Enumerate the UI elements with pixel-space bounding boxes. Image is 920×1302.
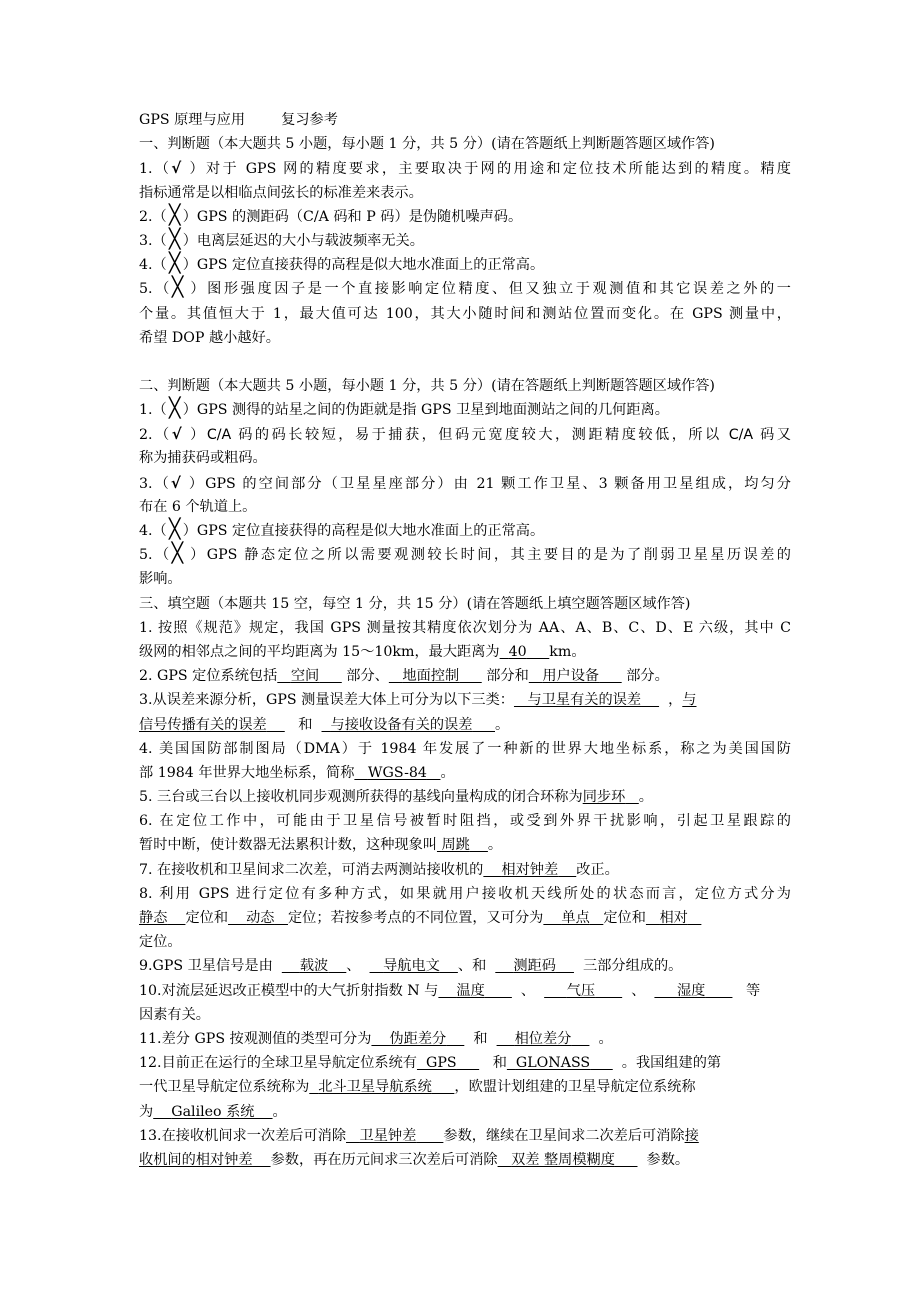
- answer-blank: 伪距差分: [389, 1030, 447, 1047]
- answer-blank: 单点: [561, 910, 590, 926]
- s3-q3-line1: 3.从误差来源分析，GPS 测量误差大体上可分为以下三类： 与卫星有关的误差 ，与: [139, 692, 697, 709]
- s3-q6-line2: 暂时中断，使计数器无法累积计数，这种现象叫 周跳 。: [139, 837, 503, 854]
- cross-icon: ╳: [169, 203, 181, 226]
- doc-title: GPS 原理与应用: [139, 112, 246, 128]
- s2-q4: 4.（ ╳ ）GPS 定位直接获得的高程是似大地水准面上的正常高。: [139, 518, 545, 540]
- s3-q10-line2: 因素有关。: [139, 1006, 210, 1023]
- s2-q3-line2: 布在 6 个轨道上。: [139, 498, 257, 515]
- s3-q11: 11.差分 GPS 按观测值的类型可分为 伪距差分 和 相位差分 。: [139, 1030, 613, 1047]
- s3-q2: 2. GPS 定位系统包括 空间 部分、 地面控制 部分和 用户设备 部分。: [139, 668, 669, 685]
- document-page: [139, 108, 791, 1172]
- s3-q4-line1: 4. 美国国防部制图局（DMA）于 1984 年发展了一种新的世界大地坐标系，称之为美国国防: [139, 740, 791, 757]
- cross-icon: ╳: [171, 276, 184, 299]
- s2-q5-line2: 影响。: [139, 571, 182, 588]
- answer-blank: 相位差分: [514, 1030, 572, 1047]
- s3-q8-line1: 8. 利用 GPS 进行定位有多种方式，如果就用户接收机天线所处的状态而言，定位方式分为: [139, 885, 791, 902]
- check-icon: √: [170, 473, 181, 492]
- s3-q8-line2: 静态 定位和 动态 定位；若按参考点的不同位置，又可分为 单点 定位和 相对: [139, 906, 791, 930]
- answer-blank: 湿度: [676, 982, 706, 999]
- answer-blank: 与: [682, 692, 697, 709]
- s2-q3-line1: 3.（√ ）GPS 的空间部分（卫星星座部分）由 21 颗工作卫星、3 颗备用卫星组成，均匀分: [139, 471, 791, 495]
- answer-blank: 接: [684, 1127, 699, 1144]
- answer-blank: 地面控制: [402, 668, 460, 685]
- answer-blank: 卫星钟差: [359, 1127, 417, 1144]
- answer-blank: 与接收设备有关的误差: [330, 716, 473, 733]
- check-icon: √: [171, 159, 182, 178]
- answer-blank: 载波: [299, 958, 329, 975]
- s1-q5-line3: 希望 DOP 越小越好。: [139, 329, 280, 346]
- s2-q1: 1.（ ╳ ）GPS 测得的站星之间的伪距就是指 GPS 卫星到地面测站之间的几何距离。: [139, 397, 669, 420]
- cross-icon: ╳: [171, 542, 184, 565]
- s3-q12-line1: 12.目前正在运行的全球卫星导航定位系统有 GPS 和 GLONASS 。我国组建的第: [139, 1055, 722, 1072]
- answer-blank: 动态: [246, 910, 275, 926]
- answer-blank: 空间: [290, 668, 320, 685]
- cross-icon: ╳: [169, 518, 181, 540]
- s3-q3-line2: 信号传播有关的误差 和 与接收设备有关的误差 。: [139, 716, 510, 733]
- answer-blank: 相对钟差: [501, 861, 559, 878]
- s3-q9: 9.GPS 卫星信号是由 载波 、 导航电文 、和 测距码 三部分组成的。: [139, 958, 683, 975]
- s3-q6-line1: 6. 在定位工作中，可能由于卫星信号被暂时阻挡，或受到外界干扰影响，引起卫星跟踪的: [139, 813, 791, 830]
- answer-blank: 测距码: [513, 958, 556, 975]
- s3-q12-line3: 为 Galileo 系统 。: [139, 1103, 287, 1120]
- s3-q13-line2: 收机间的相对钟差 参数，再在历元间求三次差后可消除 双差 整周模糊度 参数。: [139, 1151, 690, 1168]
- answer-blank: 静态: [139, 910, 168, 926]
- answer-blank: 与卫星有关的误差: [527, 692, 642, 709]
- check-icon: √: [171, 425, 182, 444]
- cross-icon: ╳: [169, 252, 181, 275]
- answer-blank: 相对: [659, 910, 688, 926]
- answer-blank: 同步环: [582, 789, 626, 806]
- section3-heading: 三、填空题（本题共 15 空，每空 1 分，共 15 分）(请在答题纸上填空题答题区域作答): [139, 595, 691, 612]
- answer-blank: 信号传播有关的误差: [139, 716, 267, 733]
- s3-q10-line1: 10.对流层延迟改正模型中的大气折射指数 N 与 温度 、 气压 、 湿度 等: [139, 982, 761, 999]
- s1-q3: 3.（ ╳ ）电离层延迟的大小与载波频率无关。: [139, 227, 424, 250]
- answer-blank: 40: [508, 643, 527, 660]
- s2-q2-line1: 2.（√ ）C/A 码的码长较短，易于捕获，但码元宽度较大，测距精度较低，所以 C/A 码又: [139, 422, 791, 446]
- s3-q5: 5. 三台或三台以上接收机同步观测所获得的基线向量构成的闭合环称为同步环 。: [139, 789, 653, 806]
- cross-icon: ╳: [169, 227, 181, 250]
- answer-blank: 温度: [456, 982, 485, 999]
- section2-heading: 二、判断题（本大题共 5 小题，每小题 1 分，共 5 分）(请在答题纸上判断题答题区域作答): [139, 377, 715, 394]
- s3-q8-line3: 定位。: [139, 934, 182, 951]
- doc-subtitle: 复习参考: [281, 112, 338, 128]
- s2-q2-line2: 称为捕获码或粗码。: [139, 450, 267, 467]
- answer-blank: GLONASS: [515, 1055, 591, 1072]
- cross-icon: ╳: [169, 397, 181, 420]
- s3-q1-line2: 级网的相邻点之间的平均距离为 15～10km，最大距离为 40 km。: [139, 643, 586, 660]
- s3-q4-line2: 部 1984 年世界大地坐标系，简称 WGS-84 。: [139, 764, 455, 781]
- answer-blank: GPS: [425, 1055, 457, 1072]
- section1-heading: 一、判断题（本大题共 5 小题，每小题 1 分，共 5 分）(请在答题纸上判断题答题区域作答): [139, 136, 715, 153]
- answer-blank: 北斗卫星导航系统: [318, 1079, 432, 1096]
- doc-title-line: [139, 108, 791, 132]
- answer-blank: 用户设备: [542, 668, 600, 685]
- answer-blank: 收机间的相对钟差: [139, 1151, 253, 1168]
- s3-q7: 7. 在接收机和卫星间求二次差，可消去两测站接收机的 相对钟差 改正。: [139, 861, 619, 878]
- answer-blank: Galileo 系统: [171, 1103, 255, 1120]
- s1-q4: 4.（ ╳ ）GPS 定位直接获得的高程是似大地水准面上的正常高。: [139, 252, 545, 275]
- s1-q5-line1: 5.（╳ ）图形强度因子是一个直接影响定位精度、但又独立于观测值和其它误差之外的一: [139, 276, 791, 299]
- s1-q5-line2: 个量。其值恒大于 1，最大值可达 100，其大小随时间和测站位置而变化。在 GPS 测量中，: [139, 305, 791, 322]
- s1-q1-line2: 指标通常是以相临点间弦长的标准差来表示。: [139, 184, 423, 201]
- s3-q1-line1: 1. 按照《规范》规定，我国 GPS 测量按其精度依次划分为 AA、A、B、C、D、E 六级，其中 C: [139, 619, 791, 636]
- s2-q5-line1: 5.（╳ ）GPS 静态定位之所以需要观测较长时间，其主要目的是为了削弱卫星星历误差的: [139, 542, 791, 565]
- s3-q12-line2: 一代卫星导航定位系统称为 北斗卫星导航系统 ，欧盟计划组建的卫星导航定位系统称: [139, 1079, 696, 1096]
- answer-blank: 周跳: [441, 837, 470, 854]
- s1-q1-line1: 1.（√ ）对于 GPS 网的精度要求，主要取决于网的用途和定位技术所能达到的精度。精度: [139, 156, 791, 180]
- answer-blank: WGS-84: [367, 764, 427, 781]
- answer-blank: 导航电文: [383, 958, 440, 975]
- s1-q2: 2.（ ╳ ）GPS 的测距码（C/A 码和 P 码）是伪随机噪声码。: [139, 203, 523, 226]
- answer-blank: 双差 整周模糊度: [511, 1151, 615, 1168]
- s3-q13-line1: 13.在接收机间求一次差后可消除 卫星钟差 参数，继续在卫星间求二次差后可消除接: [139, 1127, 699, 1144]
- answer-blank: 气压: [566, 982, 596, 999]
